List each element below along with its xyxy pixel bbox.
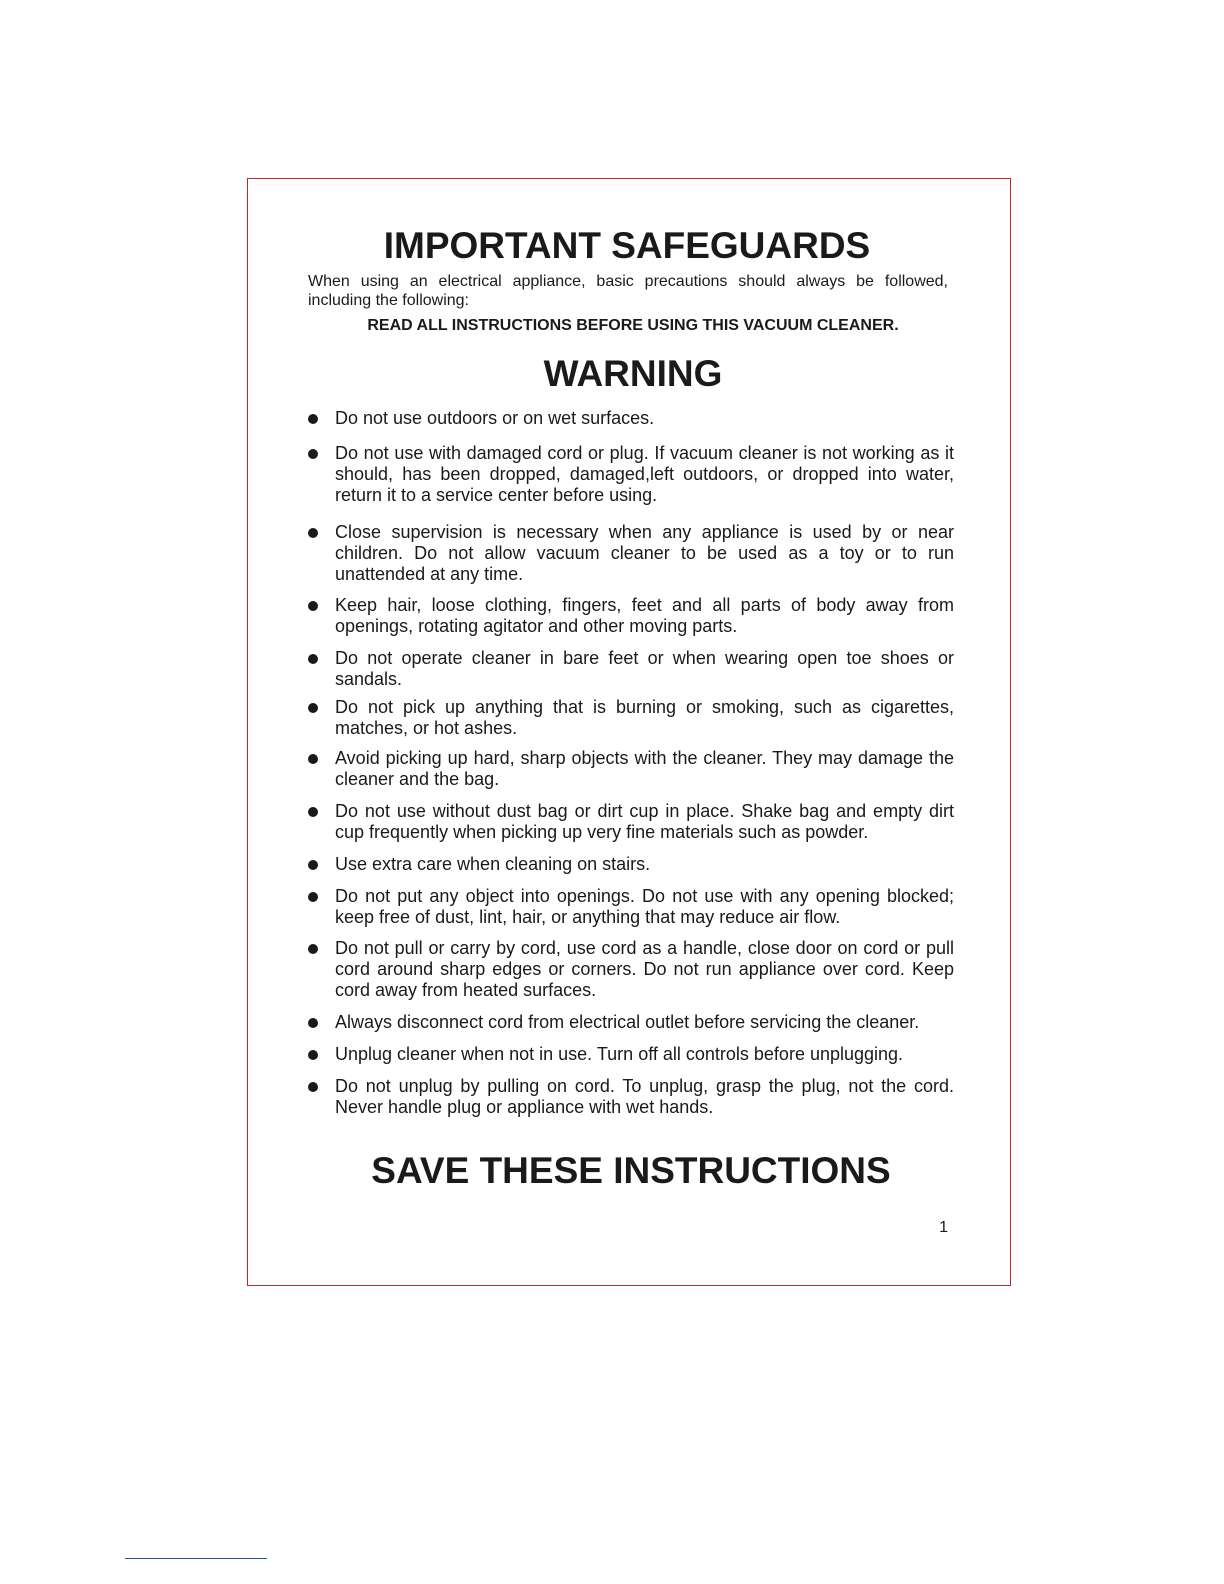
bullet-icon (308, 1050, 318, 1060)
page-title: IMPORTANT SAFEGUARDS (383, 225, 871, 266)
list-item (308, 1076, 954, 1118)
bullet-icon (308, 1018, 318, 1028)
bullet-icon (308, 754, 318, 764)
list-item-text: Keep hair, loose clothing, fingers, feet and all parts of body away from openings, rotating agitator and other moving parts. (335, 595, 954, 636)
list-item (308, 854, 954, 875)
page-number: 1 (939, 1219, 948, 1236)
list-item (308, 886, 954, 928)
intro-paragraph: When using an electrical appliance, basic precautions should always be followed, including the following: (308, 273, 948, 309)
list-item (308, 648, 954, 690)
list-item-text: Always disconnect cord from electrical outlet before servicing the cleaner. (335, 1012, 920, 1032)
list-item (308, 408, 954, 429)
read-all-notice: READ ALL INSTRUCTIONS BEFORE USING THIS VACUUM CLEANER. (367, 317, 899, 334)
list-item (308, 748, 954, 790)
list-item-text: Avoid picking up hard, sharp objects with the cleaner. They may damage the cleaner and the bag. (335, 748, 954, 789)
bullet-icon (308, 892, 318, 902)
list-item (308, 443, 954, 506)
list-item (308, 1044, 954, 1065)
list-item-text: Do not use without dust bag or dirt cup in place. Shake bag and empty dirt cup frequently when picking up very fine materials such as powder. (335, 801, 954, 842)
list-item-text: Unplug cleaner when not in use. Turn off all controls before unplugging. (335, 1044, 904, 1064)
list-item-text: Do not operate cleaner in bare feet or when wearing open toe shoes or sandals. (335, 648, 954, 689)
list-item-text: Do not pick up anything that is burning or smoking, such as cigarettes, matches, or hot ashes. (335, 697, 954, 738)
list-item (308, 801, 954, 843)
list-item (308, 522, 954, 585)
list-item-text: Do not use with damaged cord or plug. If vacuum cleaner is not working as it should, has been dropped, damaged,left outdoors, or dropped into water, return it to a service center before using. (335, 443, 954, 505)
save-instructions-heading: SAVE THESE INSTRUCTIONS (371, 1150, 891, 1191)
list-item (308, 697, 954, 739)
list-item-text: Use extra care when cleaning on stairs. (335, 854, 651, 874)
bullet-icon (308, 1082, 318, 1092)
bullet-icon (308, 449, 318, 459)
bullet-icon (308, 528, 318, 538)
list-item-text: Close supervision is necessary when any appliance is used by or near children. Do not allow vacuum cleaner to be used as a toy or to run unattended at any time. (335, 522, 954, 584)
bullet-icon (308, 807, 318, 817)
list-item-text: Do not pull or carry by cord, use cord as a handle, close door on cord or pull cord around sharp edges or corners. Do not run appliance over cord. Keep cord away from heated surfaces. (335, 938, 954, 1000)
list-item-text: Do not put any object into openings. Do not use with any opening blocked; keep free of dust, lint, hair, or anything that may reduce air flow. (335, 886, 954, 927)
bullet-icon (308, 414, 318, 424)
list-item (308, 938, 954, 1001)
bullet-icon (308, 654, 318, 664)
list-item-text: Do not unplug by pulling on cord. To unplug, grasp the plug, not the cord. Never handle plug or appliance with wet hands. (335, 1076, 954, 1117)
footer-rule (125, 1558, 267, 1559)
bullet-icon (308, 601, 318, 611)
list-item (308, 1012, 954, 1033)
warning-heading: WARNING (543, 353, 723, 394)
bullet-icon (308, 944, 318, 954)
list-item (308, 595, 954, 637)
document-frame (247, 178, 1011, 1286)
bullet-icon (308, 703, 318, 713)
bullet-icon (308, 860, 318, 870)
list-item-text: Do not use outdoors or on wet surfaces. (335, 408, 655, 428)
